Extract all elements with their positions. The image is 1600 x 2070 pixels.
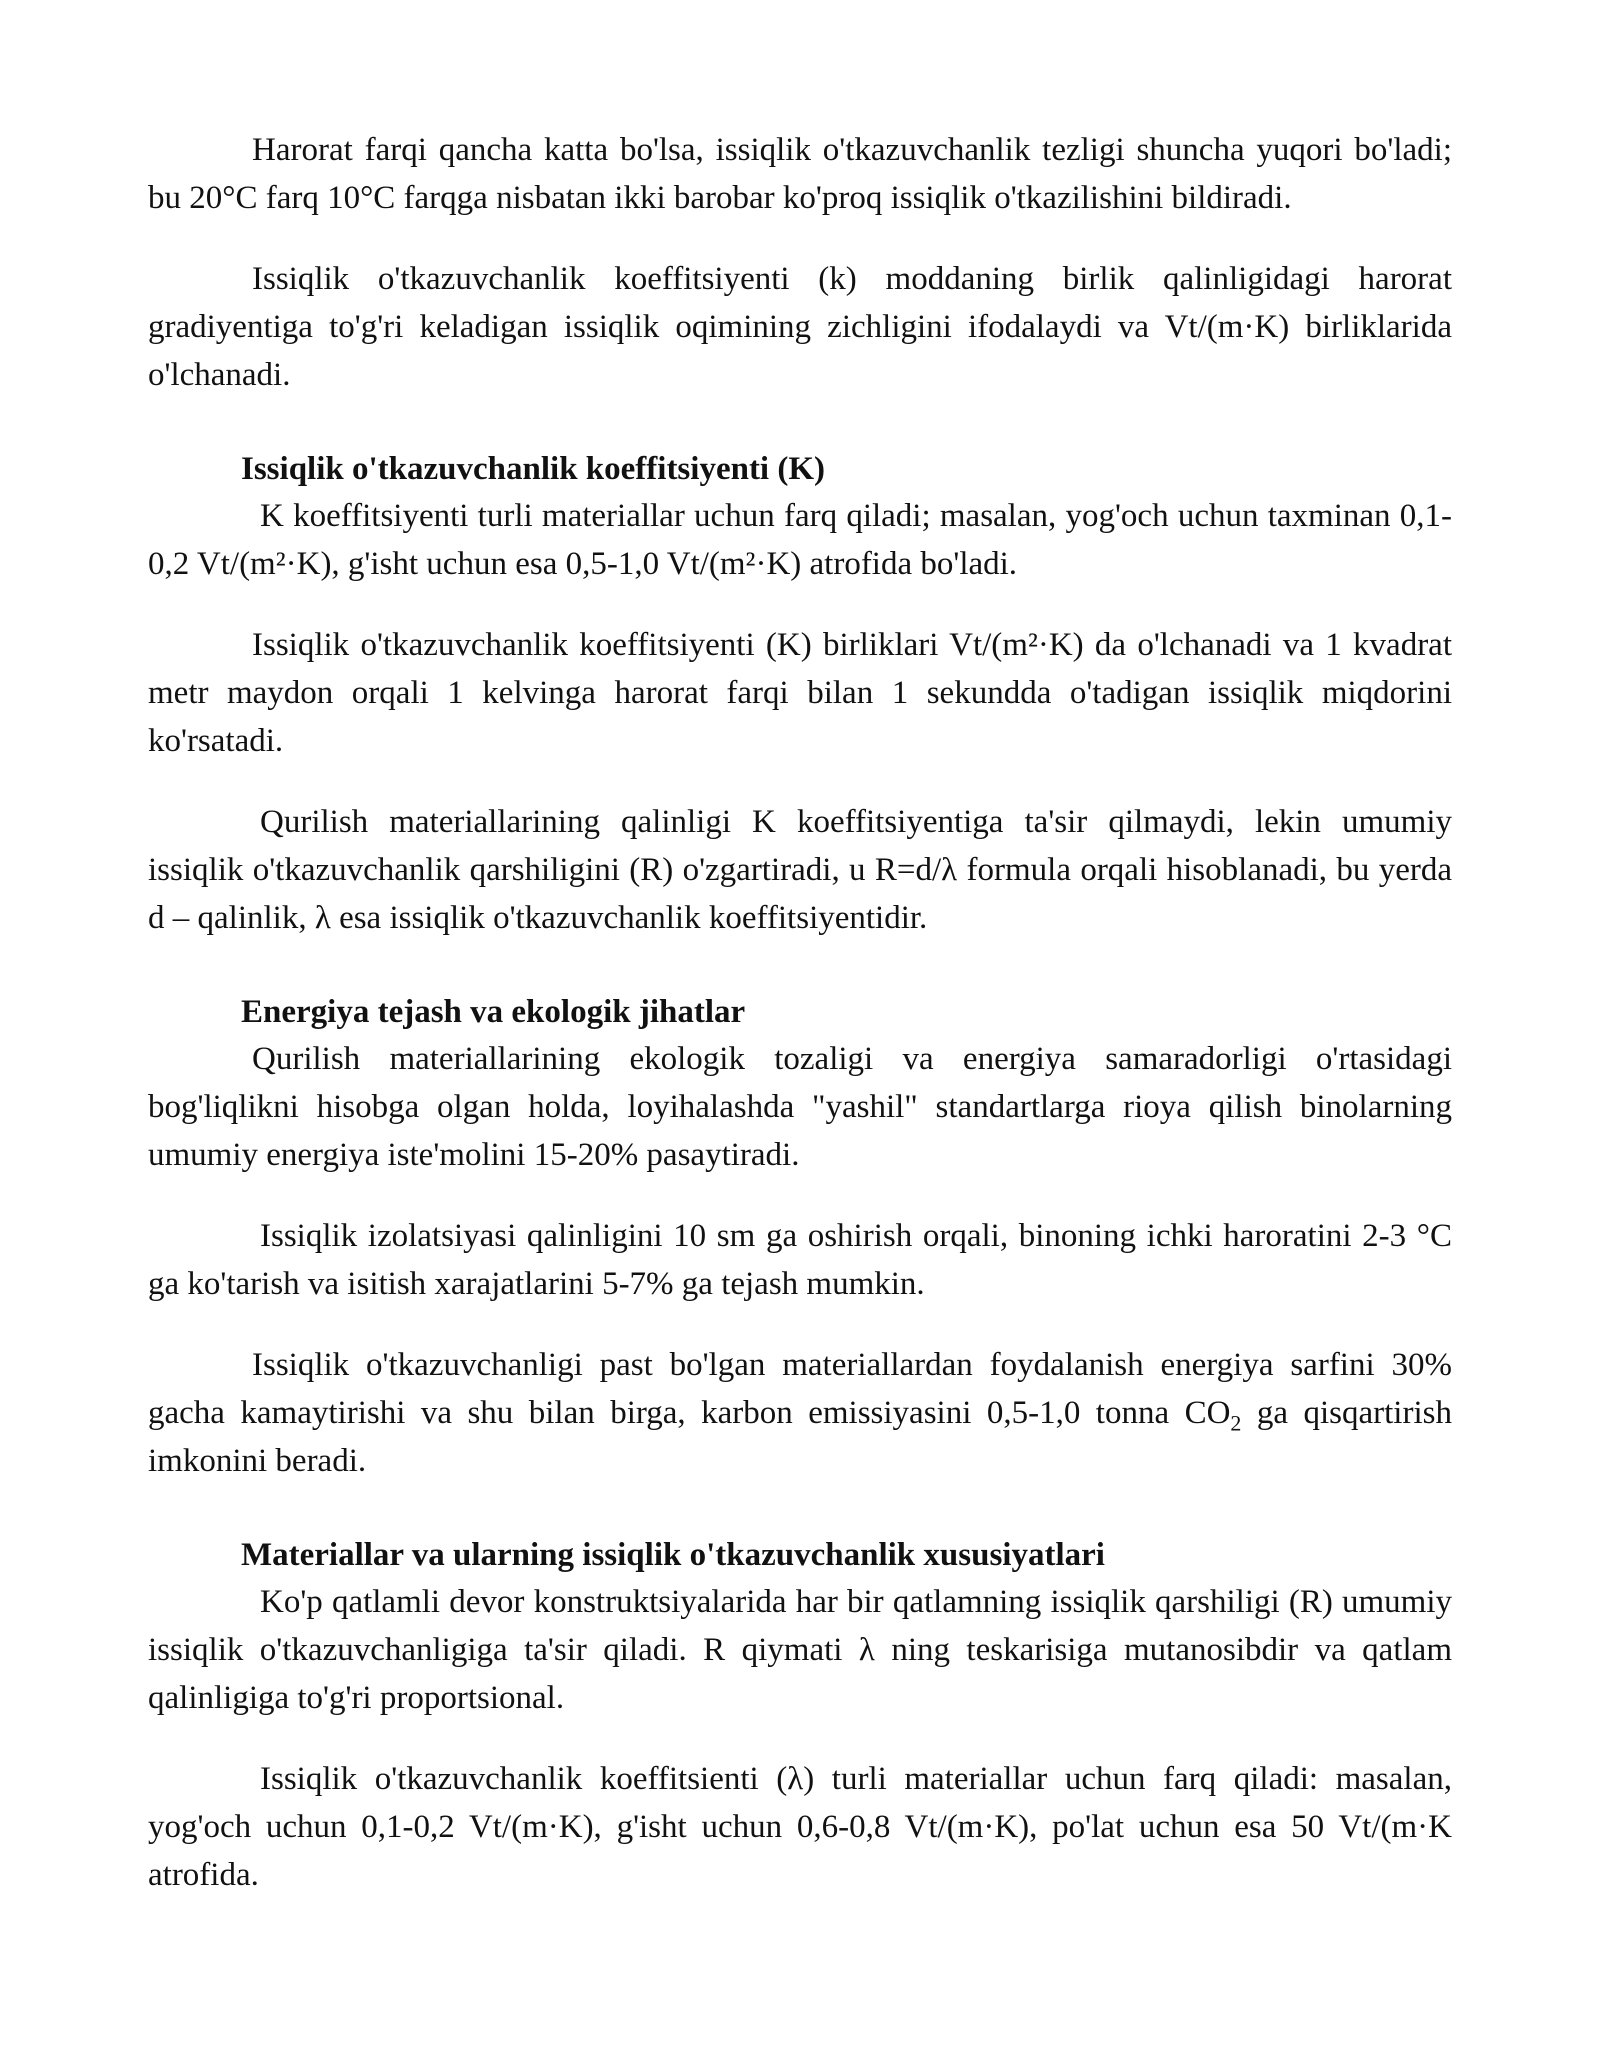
co2-text-before: Issiqlik o'tkazuvchanligi past bo'lgan materiallardan foydalanish energiya sarfini 30% gacha kamaytirishi va shu bilan birga, karbon emissiyasini 0,5-1,0 tonna CO	[148, 1347, 1452, 1431]
paragraph-insulation-thickness: Issiqlik izolatsiyasi qalinligini 10 sm ga oshirish orqali, binoning ichki haroratini 2-3 °C ga ko'tarish va isitish xarajatlarini 5-7% ga tejash mumkin.	[148, 1218, 1452, 1302]
paragraph-multilayer-walls: Ko'p qatlamli devor konstruktsiyalarida har bir qatlamning issiqlik qarshiligi (R) umumiy issiqlik o'tkazuvchanligiga ta'sir qiladi. R qiymati λ ning teskarisiga mutanosibdir va qatlam qalinligiga to'g'ri proportsional.	[148, 1584, 1452, 1716]
paragraph-k-values: K koeffitsiyenti turli materiallar uchun farq qiladi; masalan, yog'och uchun taxminan 0,1-0,2 Vt/(m²·K), g'isht uchun esa 0,5-1,0 Vt/(m²·K) atrofida bo'ladi.	[148, 498, 1452, 582]
heading-coefficient-k: Issiqlik o'tkazuvchanlik koeffitsiyenti (K)	[241, 451, 825, 487]
paragraph-lambda-values: Issiqlik o'tkazuvchanlik koeffitsienti (λ) turli materiallar uchun farq qiladi: masalan, yog'och uchun 0,1-0,2 Vt/(m·K), g'isht uchun 0,6-0,8 Vt/(m·K), po'lat uchun esa 50 Vt/(m·K atrofida.	[148, 1761, 1452, 1893]
co2-text-after: ga qisqartirish imkonini beradi.	[148, 1395, 1452, 1479]
paragraph-temperature-difference: Harorat farqi qancha katta bo'lsa, issiqlik o'tkazuvchanlik tezligi shuncha yuqori bo'ladi; bu 20°C farq 10°C farqga nisbatan ikki barobar ko'proq issiqlik o'tkazilishini bildiradi.	[148, 132, 1452, 216]
paragraph-green-standards: Qurilish materiallarining ekologik tozaligi va energiya samaradorligi o'rtasidagi bog'liqlikni hisobga olgan holda, loyihalashda "yashil" standartlarga rioya qilish binolarning umumiy energiya iste'molini 15-20% pasaytiradi.	[148, 1041, 1452, 1173]
paragraph-co2-emission	[148, 1341, 1452, 1485]
paragraph-k-units: Issiqlik o'tkazuvchanlik koeffitsiyenti (K) birliklari Vt/(m²·K) da o'lchanadi va 1 kvadrat metr maydon orqali 1 kelvinga harorat farqi bilan 1 sekundda o'tadigan issiqlik miqdorini ko'rsatadi.	[148, 627, 1452, 759]
heading-materials-properties: Materiallar va ularning issiqlik o'tkazuvchanlik xususiyatlari	[241, 1537, 1105, 1573]
paragraph-conductivity-coefficient-k: Issiqlik o'tkazuvchanlik koeffitsiyenti (k) moddaning birlik qalinligidagi harorat gradiyentiga to'g'ri keladigan issiqlik oqimining zichligini ifodalaydi va Vt/(m·K) birliklarida o'lchanadi.	[148, 261, 1452, 393]
document-page	[148, 126, 1452, 1899]
paragraph-thickness-resistance: Qurilish materiallarining qalinligi K koeffitsiyentiga ta'sir qilmaydi, lekin umumiy issiqlik o'tkazuvchanlik qarshiligini (R) o'zgartiradi, u R=d/λ formula orqali hisoblanadi, bu yerda d – qalinlik, λ esa issiqlik o'tkazuvchanlik koeffitsiyentidir.	[148, 804, 1452, 936]
heading-energy-ecology: Energiya tejash va ekologik jihatlar	[241, 994, 746, 1030]
co2-subscript: 2	[1230, 1410, 1242, 1436]
